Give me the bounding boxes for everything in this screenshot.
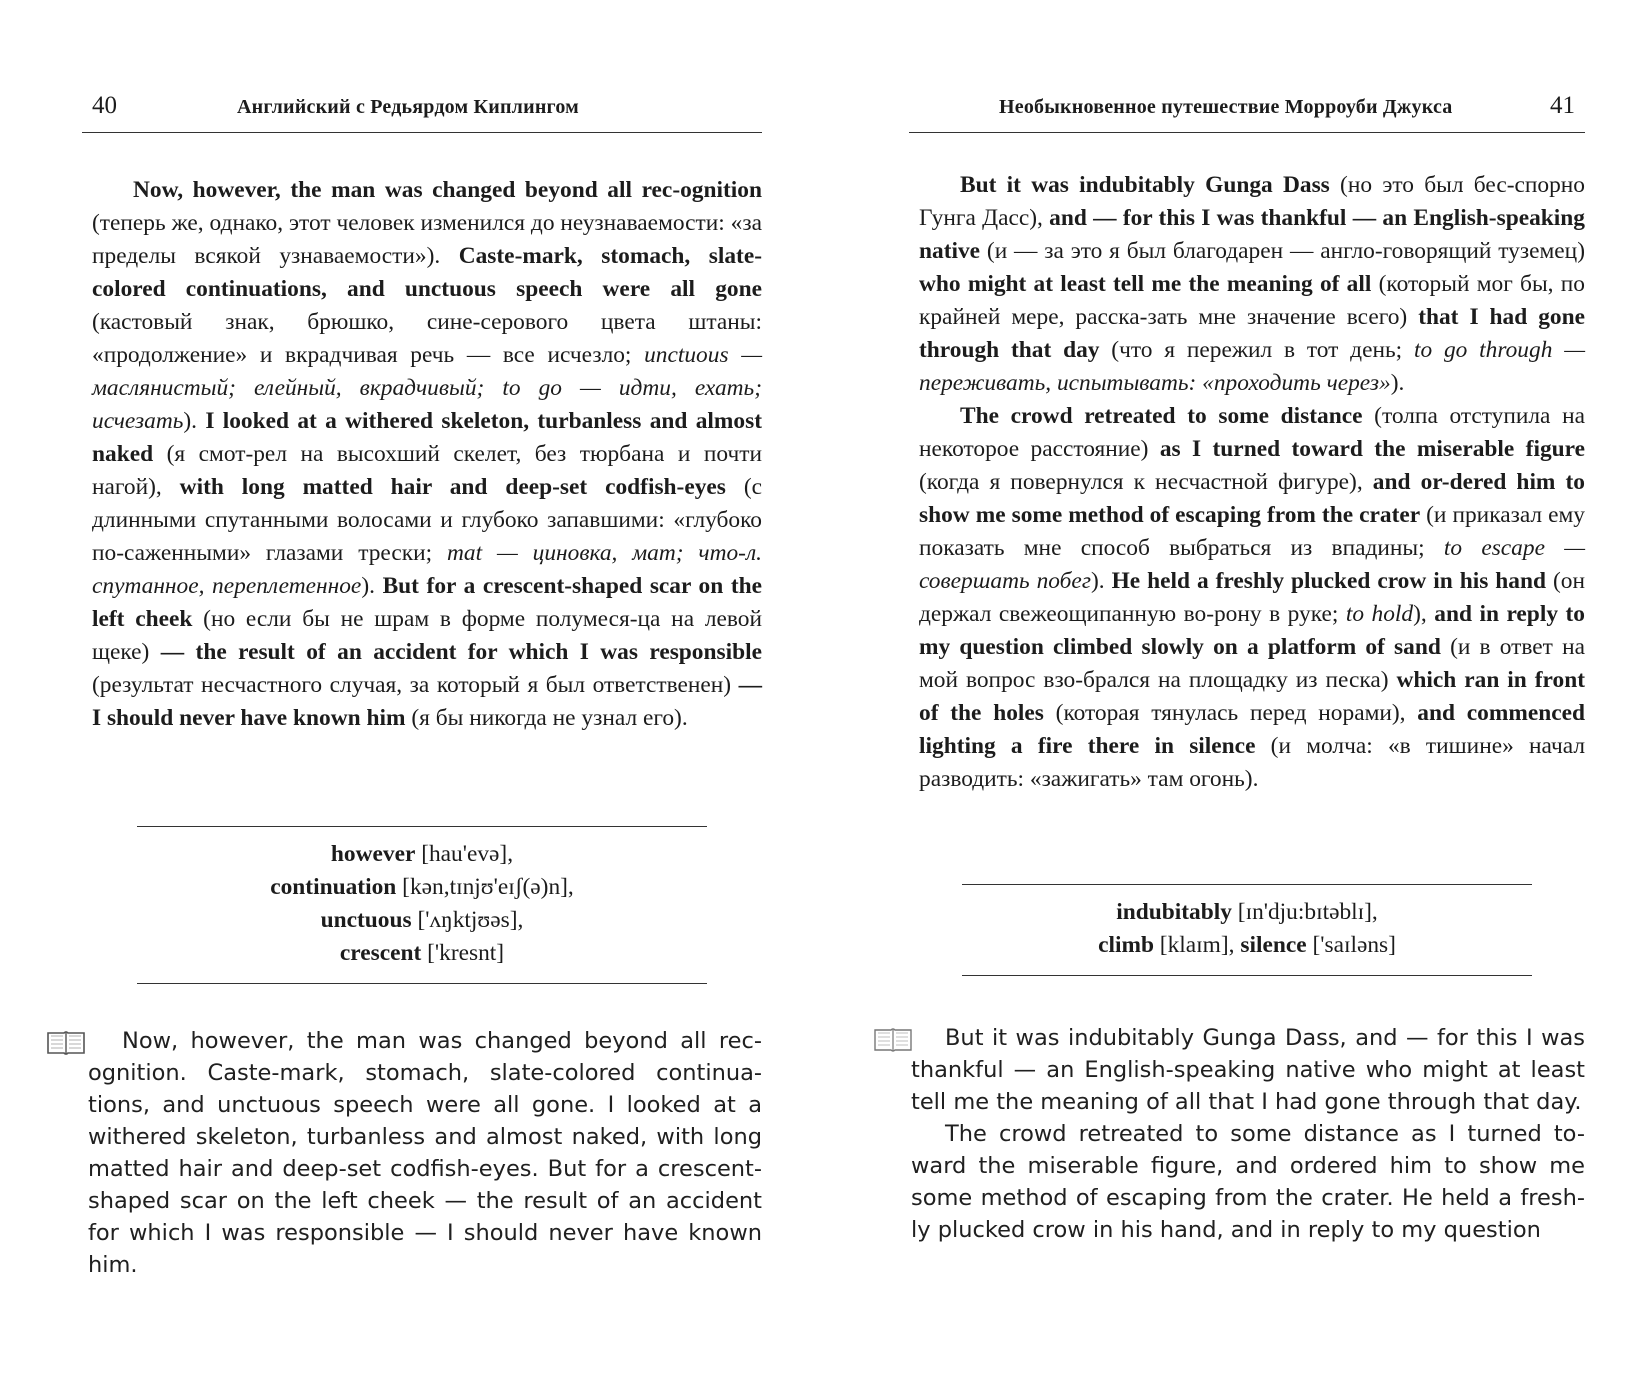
- gloss-note: mat — циновка, мат; что-л. спутанное, переплетенное: [92, 540, 762, 599]
- translation-text: (которая тянулась перед норами),: [1043, 700, 1418, 726]
- english-phrase: The crowd retreated to some distance: [960, 403, 1363, 429]
- translation-text: (результат несчастного случая, за который я был ответственен): [92, 672, 739, 698]
- divider-bottom: [137, 983, 707, 984]
- vocab-entry: [82, 937, 762, 970]
- english-phrase: Now, however, the man was changed beyond all rec-ognition: [133, 177, 762, 203]
- gloss-note: to escape — совершать побег: [919, 535, 1586, 594]
- plain-paragraph: But it was indubitably Gunga Dass, and — for this I was thankful — an English-speaking native who might at least tell me the meaning of all that I had gone through that day.: [911, 1025, 1585, 1115]
- translation-text: (что я пережил в тот день;: [1099, 337, 1414, 363]
- translation-text: (теперь же, однако, этот человек изменился до неузнаваемости: «за пределы всякой узнаваемости»).: [92, 210, 762, 269]
- paragraph: [92, 174, 762, 735]
- vocab-transcription: ['ʌŋktjʊəs],: [411, 907, 524, 933]
- english-phrase: and or-dered him to show me some method of escaping from the crater: [919, 469, 1585, 528]
- vocab-word: silence: [1240, 932, 1307, 958]
- translation-text: (я бы никогда не узнал его).: [405, 705, 688, 731]
- translation-text: ),: [1413, 601, 1435, 627]
- vocab-entry: [909, 896, 1585, 929]
- translation-text: (с длинными спутанными волосами и глубоко запавшими: «глубоко по-саженными» глазами трески;: [92, 474, 762, 566]
- open-book-icon: [46, 1029, 86, 1057]
- english-phrase: Caste-mark, stomach, slate-colored continuations, and unctuous speech were all gone: [92, 243, 762, 302]
- divider-bottom: [962, 975, 1532, 976]
- translation-text: (и в ответ на мой вопрос взо-брался на площадку из песка): [919, 634, 1585, 693]
- vocab-entry: [82, 838, 762, 871]
- translation-text: (я смот-рел на высохший скелет, без тюрбана и почти нагой),: [92, 441, 762, 500]
- english-phrase: as I turned toward the miserable figure: [1159, 436, 1585, 462]
- english-phrase: and commenced lighting a fire there in silence: [919, 700, 1585, 759]
- gloss-note: to hold: [1345, 601, 1414, 627]
- open-book-icon: [873, 1026, 913, 1054]
- translation-text: (и приказал ему показать мне способ выбраться из впадины;: [919, 502, 1585, 561]
- vocab-word: crescent: [339, 940, 422, 966]
- plain-text-block: [909, 1022, 1585, 1246]
- running-title: Необыкновенное путешествие Морроуби Джукса: [999, 96, 1453, 118]
- vocabulary-box: [82, 826, 762, 984]
- gloss-note: unctuous — маслянистый; елейный, вкрадчивый; to go — идти, ехать; исчезать: [92, 342, 763, 434]
- english-phrase: who might at least tell me the meaning of all: [919, 271, 1372, 297]
- vocab-word: however: [330, 841, 416, 867]
- translation-text: (и молча: «в тишине» начал разводить: «зажигать» там огонь).: [919, 733, 1585, 792]
- english-phrase: that I had gone through that day: [919, 304, 1585, 363]
- right-page-header: [909, 92, 1585, 133]
- paragraph: [919, 400, 1585, 796]
- translation-text: ).: [1390, 370, 1405, 396]
- translation-text: (кастовый знак, брюшко, сине-серового цвета штаны: «продолжение» и вкрадчивая речь — все исчезло;: [92, 309, 762, 368]
- vocab-transcription: [hau'evə],: [415, 841, 514, 867]
- vocab-word: continuation: [270, 874, 397, 900]
- english-phrase: I looked at a withered skeleton, turbanless and almost naked: [92, 408, 762, 467]
- english-phrase: — the result of an accident for which I was responsible: [160, 639, 763, 665]
- vocab-word: unctuous: [320, 907, 412, 933]
- vocab-transcription: [klaɪm],: [1153, 932, 1241, 958]
- translation-text: (и — за это я был благодарен — англо-говорящий туземец): [980, 238, 1585, 264]
- vocabulary-entries: [82, 827, 762, 983]
- vocab-entry: [909, 929, 1585, 962]
- translation-text: (толпа отступила на некоторое расстояние): [919, 403, 1585, 462]
- vocab-transcription: [kən,tɪnjʊ'eɪʃ(ə)n],: [396, 874, 574, 900]
- translation-text: (но если бы не шрам в форме полумеся-ца на левой щеке): [92, 606, 762, 665]
- plain-text-block: [82, 1025, 762, 1281]
- running-title: Английский с Редьярдом Киплингом: [237, 96, 579, 118]
- left-page-header: [82, 92, 762, 133]
- vocab-word: climb: [1098, 932, 1154, 958]
- translation-text: ).: [361, 573, 383, 599]
- plain-paragraph: Now, however, the man was changed beyond all rec-ognition. Caste-mark, stomach, slate-colored continua-tions, and unctuous speech were all gone. I looked at a withered skeleton, turbanless and almost naked, with long matted hair and deep-set codfish-eyes. But for a crescent-shaped scar on the left cheek — the result of an accident for which I was responsible — I should never have known him.: [88, 1028, 762, 1278]
- vocabulary-box: [909, 884, 1585, 976]
- vocab-transcription: ['saɪləns]: [1306, 932, 1396, 958]
- english-phrase: But it was indubitably Gunga Dass: [960, 172, 1330, 198]
- vocab-entry: [82, 871, 762, 904]
- translation-text: (когда я повернулся к несчастной фигуре),: [919, 469, 1373, 495]
- translation-text: (но это был бес-спорно Гунга Дасс),: [919, 172, 1586, 231]
- translation-text: (который мог бы, по крайней мере, расска-зать мне значение всего): [919, 271, 1585, 330]
- vocab-transcription: ['kresnt]: [421, 940, 505, 966]
- left-page: [82, 0, 762, 1382]
- english-phrase: with long matted hair and deep-set codfish-eyes: [179, 474, 726, 500]
- english-phrase: and — for this I was thankful — an English-speaking native: [919, 205, 1585, 264]
- vocab-entry: [82, 904, 762, 937]
- plain-paragraph: The crowd retreated to some distance as I turned to-ward the miserable figure, and ordered him to show me some method of escaping from the crater. He held a fresh-ly plucked crow in his hand, and in reply to my question: [911, 1121, 1585, 1243]
- english-phrase: which ran in front of the holes: [919, 667, 1586, 726]
- right-page: [909, 0, 1585, 1382]
- translation-text: ).: [183, 408, 206, 434]
- annotated-reading-text: [919, 169, 1585, 796]
- translation-text: (он держал свежеощипанную во-рону в руке;: [919, 568, 1585, 627]
- page-number: 40: [92, 92, 117, 119]
- vocab-transcription: [ɪn'dju:bɪtəblɪ],: [1231, 899, 1378, 925]
- english-phrase: He held a freshly plucked crow in his hand: [1111, 568, 1547, 594]
- paragraph: [919, 169, 1585, 400]
- annotated-reading-text: [92, 174, 762, 735]
- vocabulary-entries: [909, 885, 1585, 975]
- translation-text: ).: [1090, 568, 1112, 594]
- english-phrase: — I should never have known him: [92, 672, 762, 731]
- english-phrase: But for a crescent-shaped scar on the left cheek: [92, 573, 763, 632]
- english-phrase: and in reply to my question climbed slowly on a platform of sand: [919, 601, 1585, 660]
- page-number: 41: [1550, 92, 1575, 119]
- vocab-word: indubitably: [1116, 899, 1232, 925]
- gloss-note: to go through — переживать, испытывать: «проходить через»: [919, 337, 1586, 396]
